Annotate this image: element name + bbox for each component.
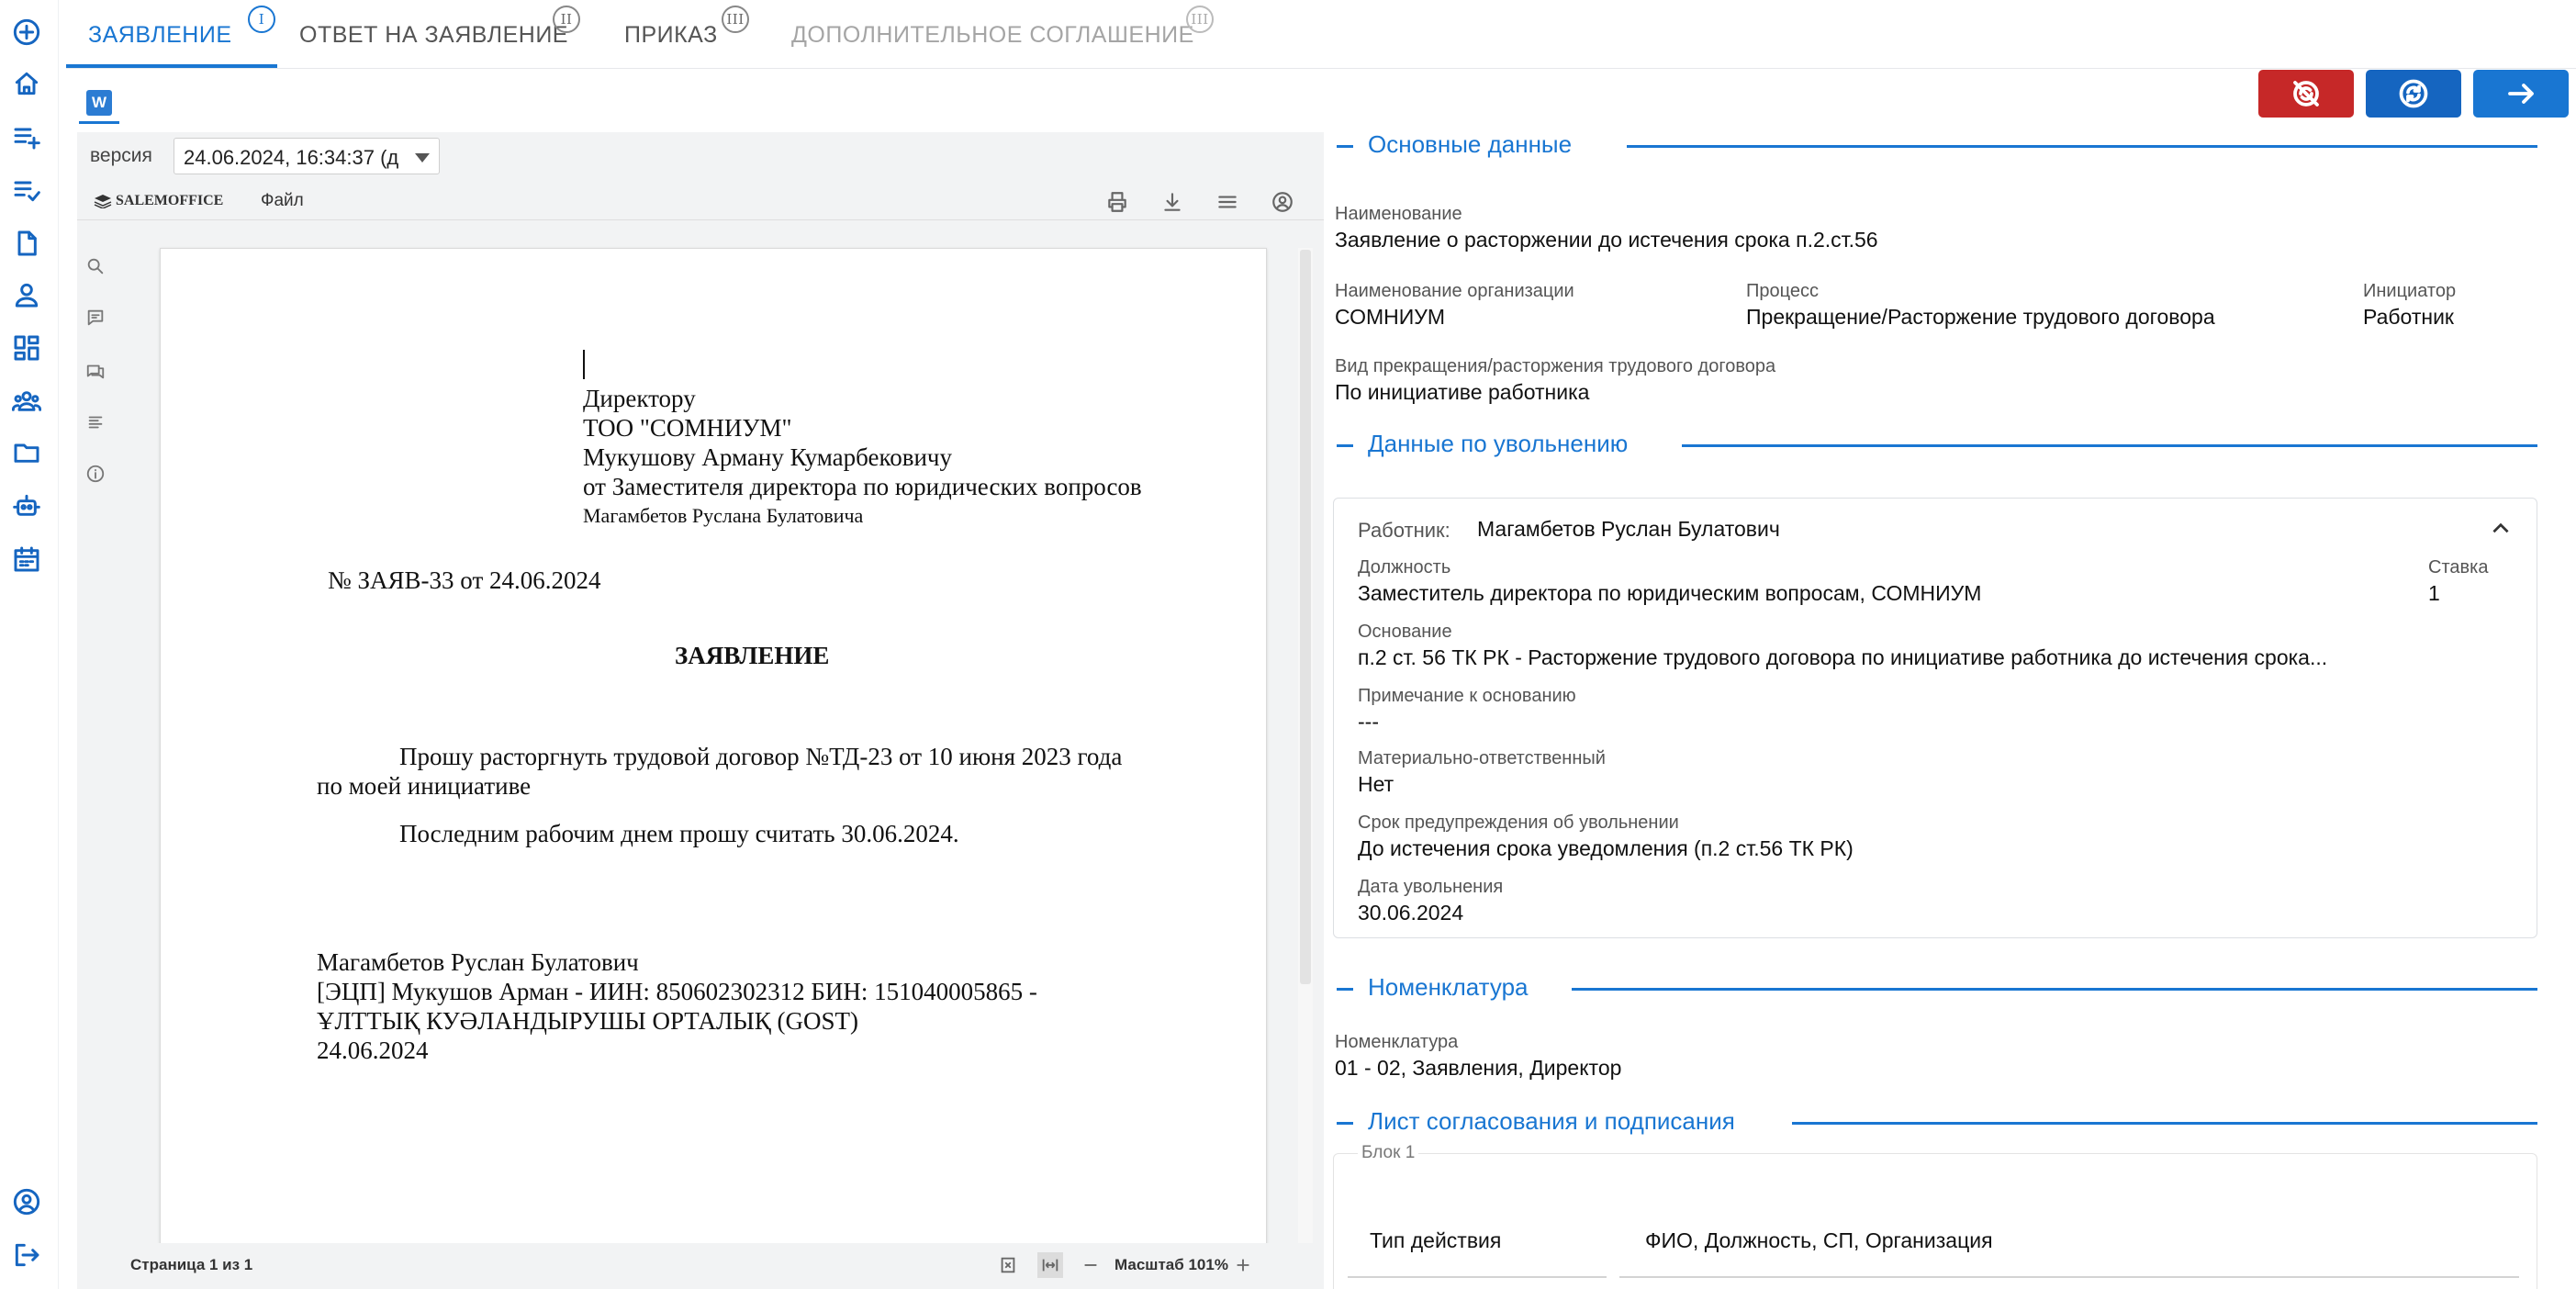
employee-label: Работник: <box>1358 519 1450 542</box>
basis-note-value: --- <box>1358 710 1379 734</box>
text-cursor <box>583 350 585 379</box>
section-title: Данные по увольнению <box>1368 430 1629 457</box>
menu-icon[interactable] <box>1214 188 1241 216</box>
refresh-button[interactable] <box>2366 70 2461 118</box>
zoom-level: Масштаб 101% <box>1114 1256 1228 1273</box>
initiator-label: Инициатор <box>2363 281 2457 301</box>
org-value: СОМНИУМ <box>1335 305 1446 329</box>
tab-dop-soglashenie[interactable] <box>791 0 1209 70</box>
cancel-sign-button[interactable] <box>2258 70 2354 118</box>
tab-label: ПРИКАЗ <box>624 21 718 48</box>
notice-label: Срок предупреждения об увольнении <box>1358 813 1679 833</box>
tabs-divider <box>66 68 2576 69</box>
column-header-action-type: Тип действия <box>1370 1228 1502 1252</box>
person-icon[interactable] <box>9 277 44 312</box>
tab-otvet[interactable] <box>299 0 573 70</box>
left-sidebar <box>0 0 59 1289</box>
term-type-label: Вид прекращения/расторжения трудового договора <box>1335 356 1776 376</box>
file-icon[interactable] <box>9 226 44 261</box>
section-title: Номенклатура <box>1368 973 1529 1001</box>
basis-value: п.2 ст. 56 ТК РК - Расторжение трудового договора по инициативе работника до истечения срока... <box>1358 645 2328 669</box>
column-divider <box>1619 1276 2519 1278</box>
user-icon[interactable] <box>1269 188 1296 216</box>
section-line <box>1627 145 2537 148</box>
section-main-data <box>1333 129 2537 165</box>
search-icon[interactable] <box>83 253 108 279</box>
zoom-out-icon[interactable] <box>1078 1252 1103 1278</box>
position-label: Должность <box>1358 557 1451 577</box>
doc-signature-line: [ЭЦП] Мукушов Арман - ИИН: 850602302312 БИН: 151040005865 - <box>317 978 1037 1005</box>
details-panel <box>1333 119 2576 1289</box>
cancel-sign-icon <box>2290 77 2323 110</box>
block-label: Блок 1 <box>1358 1143 1418 1163</box>
doc-addressee-line: Директору <box>583 385 696 412</box>
viewer-status-bar <box>77 1243 1324 1289</box>
doc-addressee-line: Мукушову Арману Кумарбековичу <box>583 443 953 471</box>
column-divider <box>1348 1276 1607 1278</box>
doc-sender: Магамбетов Руслана Булатовича <box>583 504 864 527</box>
name-label: Наименование <box>1335 204 1462 224</box>
tab-bar <box>66 0 1351 70</box>
plus-circle-icon[interactable] <box>9 15 44 50</box>
approval-block <box>1333 1143 2537 1289</box>
tab-label: ДОПОЛНИТЕЛЬНОЕ СОГЛАШЕНИЕ <box>791 21 1194 48</box>
file-menu[interactable]: Файл <box>261 191 304 210</box>
dashboard-icon[interactable] <box>9 331 44 365</box>
page-count: Страница 1 из 1 <box>130 1256 253 1273</box>
document-page[interactable] <box>160 248 1267 1258</box>
section-title: Лист согласования и подписания <box>1368 1107 1735 1135</box>
tab-number-badge: I <box>248 6 275 33</box>
viewer-scroll-thumb[interactable] <box>1300 250 1311 984</box>
nomenclature-value: 01 - 02, Заявления, Директор <box>1335 1056 1622 1080</box>
process-value: Прекращение/Расторжение трудового договора <box>1746 305 2215 329</box>
refresh-icon <box>2397 77 2430 110</box>
basis-label: Основание <box>1358 622 1452 642</box>
group-icon[interactable] <box>9 384 44 419</box>
viewer-toolbar <box>77 182 1324 220</box>
section-dash <box>1337 1122 1353 1125</box>
section-line <box>1682 444 2537 447</box>
section-line <box>1792 1122 2537 1125</box>
download-icon[interactable] <box>1159 188 1186 216</box>
doc-signature-line: 24.06.2024 <box>317 1037 429 1064</box>
process-label: Процесс <box>1746 281 1819 301</box>
home-icon[interactable] <box>9 66 44 101</box>
section-dash <box>1337 444 1353 447</box>
liable-value: Нет <box>1358 772 1394 796</box>
tab-label: ОТВЕТ НА ЗАЯВЛЕНИЕ <box>299 21 568 48</box>
basis-note-label: Примечание к основанию <box>1358 686 1576 706</box>
doc-body-line: Последним рабочим днем прошу считать 30.06.2024. <box>399 820 959 847</box>
doc-body-line: по моей инициативе <box>317 772 532 800</box>
align-icon[interactable] <box>83 409 108 435</box>
tab-number-badge: II <box>553 6 580 33</box>
initiator-value: Работник <box>2363 305 2454 329</box>
chat-icon[interactable] <box>83 358 108 384</box>
tab-label: ЗАЯВЛЕНИЕ <box>88 21 232 48</box>
fit-width-icon[interactable] <box>1037 1252 1063 1278</box>
chevron-down-icon <box>415 153 430 163</box>
tab-number-badge: III <box>1186 6 1214 33</box>
comment-icon[interactable] <box>83 305 108 331</box>
name-value: Заявление о расторжении до истечения срока п.2.ст.56 <box>1335 228 1878 252</box>
section-nomenclature <box>1333 971 2537 1008</box>
employee-value: Магамбетов Руслан Булатович <box>1477 517 1780 541</box>
rate-label: Ставка <box>2428 557 2489 577</box>
print-icon[interactable] <box>1103 188 1131 216</box>
org-label: Наименование организации <box>1335 281 1574 301</box>
doc-signature-line: ҰЛТТЫҚ КУӘЛАНДЫРУШЫ ОРТАЛЫҚ (GOST) <box>317 1007 859 1035</box>
employee-card <box>1333 498 2537 938</box>
logo-text: SALEMOFFICE <box>116 193 224 208</box>
term-type-value: По инициативе работника <box>1335 380 1590 404</box>
list-add-icon[interactable] <box>9 119 44 154</box>
nomenclature-label: Номенклатура <box>1335 1032 1459 1052</box>
version-value: 24.06.2024, 16:34:37 (д <box>184 146 399 169</box>
liable-label: Материально-ответственный <box>1358 748 1606 768</box>
document-viewer <box>77 132 1324 1289</box>
account-circle-icon[interactable] <box>9 1184 44 1219</box>
logo-mark-icon <box>94 194 112 208</box>
doc-signature-line: Магамбетов Руслан Булатович <box>317 948 639 976</box>
position-value: Заместитель директора по юридическим вопросам, СОМНИУМ <box>1358 581 1982 605</box>
doc-number: № ЗАЯВ-33 от 24.06.2024 <box>328 566 601 594</box>
info-icon[interactable] <box>83 461 108 487</box>
arrow-right-icon <box>2504 77 2537 110</box>
version-label: версия <box>90 145 152 166</box>
word-doc-icon[interactable]: W <box>86 90 112 116</box>
folder-icon[interactable] <box>9 435 44 470</box>
list-check-icon[interactable] <box>9 173 44 207</box>
viewer-left-rail <box>77 224 114 1234</box>
salemoffice-logo <box>94 193 223 209</box>
section-line <box>1572 988 2537 991</box>
calendar-icon[interactable] <box>9 542 44 577</box>
dismissal-date-label: Дата увольнения <box>1358 877 1504 897</box>
doc-addressee-line: ТОО "СОМНИУМ" <box>583 414 792 442</box>
column-header-person: ФИО, Должность, СП, Организация <box>1645 1228 1993 1252</box>
rate-value: 1 <box>2428 581 2440 605</box>
robot-icon[interactable] <box>9 488 44 523</box>
dismissal-date-value: 30.06.2024 <box>1358 901 1464 925</box>
doc-addressee-line: от Заместителя директора по юридических вопросов <box>583 473 1142 500</box>
section-dismissal-data <box>1333 428 2537 465</box>
doc-title: ЗАЯВЛЕНИЕ <box>675 642 830 669</box>
section-title: Основные данные <box>1368 130 1573 158</box>
section-dash <box>1337 988 1353 991</box>
version-select[interactable] <box>174 138 440 174</box>
notice-value: До истечения срока уведомления (п.2 ст.56 ТК РК) <box>1358 836 1854 860</box>
tab-zayavlenie[interactable] <box>88 0 265 70</box>
tab-number-badge: III <box>722 6 749 33</box>
doc-format-indicator <box>79 121 119 124</box>
logout-icon[interactable] <box>9 1238 44 1272</box>
next-button[interactable] <box>2473 70 2569 118</box>
fit-page-icon[interactable] <box>995 1252 1021 1278</box>
chevron-up-icon[interactable] <box>2489 517 2513 541</box>
section-dash <box>1337 145 1353 148</box>
section-approval-sheet <box>1333 1105 2537 1142</box>
tab-prikaz[interactable] <box>624 0 745 70</box>
zoom-in-icon[interactable] <box>1230 1252 1256 1278</box>
doc-body-line: Прошу расторгнуть трудовой договор №ТД-23 от 10 июня 2023 года <box>399 743 1123 770</box>
